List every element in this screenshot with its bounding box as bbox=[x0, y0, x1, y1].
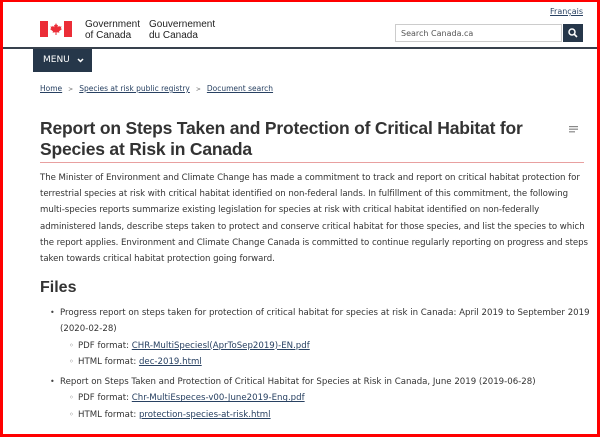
format-item-pdf bbox=[60, 390, 590, 406]
breadcrumb-separator: > bbox=[68, 86, 74, 93]
language-toggle-link[interactable]: Français bbox=[550, 7, 583, 16]
menu-label: MENU bbox=[43, 55, 70, 65]
file-title: Report on Steps Taken and Protection of Critical Habitat for Species at Risk in Canada, June 2019 (2019-06-28) bbox=[60, 377, 536, 388]
html-link[interactable]: dec-2019.html bbox=[138, 356, 202, 367]
signature-en-line2: of Canada bbox=[85, 30, 132, 41]
format-label: HTML format: bbox=[78, 409, 139, 420]
file-item bbox=[0, 374, 590, 423]
signature-fr-line1: Gouvernement bbox=[149, 19, 216, 30]
page-title: Report on Steps Taken and Protection of Critical Habitat for Species at Risk in Canada bbox=[40, 118, 523, 159]
pdf-link[interactable]: Chr-MultiEspeces-v00-June2019-Eng.pdf bbox=[131, 393, 305, 404]
search-button[interactable] bbox=[563, 24, 583, 42]
breadcrumb-species-registry[interactable]: Species at risk public registry bbox=[79, 84, 190, 93]
breadcrumb-separator: > bbox=[195, 86, 201, 93]
breadcrumb-home[interactable]: Home bbox=[40, 84, 63, 93]
search-input[interactable]: Search Canada.ca bbox=[395, 24, 562, 42]
files-heading: Files bbox=[40, 279, 77, 296]
signature-french bbox=[149, 19, 215, 41]
flag-bar-left bbox=[40, 21, 48, 37]
format-item-pdf bbox=[60, 338, 590, 354]
chevron-down-icon bbox=[77, 58, 84, 63]
files-list bbox=[0, 305, 590, 423]
file-item bbox=[0, 305, 590, 370]
file-formats bbox=[60, 338, 590, 371]
intro-paragraph: The Minister of Environment and Climate Change has made a commitment to track and report on critical habitat protection for terrestrial species at risk with critical habitat identified on non-federal lands. In fulfillment of this commitment, the following multi-species reports summarize existing legislation for species at risk with critical habitat identified on non-federally administered lands, describe steps taken to protect and conserve critical habitat for those species, and list the species to which the report applies. Environment and Climate Change Canada is committed to continue regularly reporting on progress and steps taken towards critical habitat protection going forward. bbox=[40, 173, 588, 265]
file-title: Progress report on steps taken for protection of critical habitat for species at risk in Canada: April 2019 to September 2019 (2020-02-28) bbox=[60, 308, 590, 335]
canada-flag-logo[interactable] bbox=[40, 21, 72, 37]
file-formats bbox=[60, 390, 590, 423]
pdf-link[interactable]: CHR-MultiSpeciesl(AprToSep2019)-EN.pdf bbox=[131, 340, 310, 351]
site-header bbox=[0, 0, 600, 49]
signature-fr-line2: du Canada bbox=[149, 30, 198, 41]
format-label: HTML format: bbox=[78, 356, 139, 367]
breadcrumb-document-search[interactable]: Document search bbox=[206, 84, 274, 93]
menu-button[interactable] bbox=[33, 49, 92, 72]
format-item-html bbox=[60, 407, 590, 423]
flag-bar-right bbox=[64, 21, 72, 37]
signature-english bbox=[85, 19, 140, 41]
breadcrumb bbox=[40, 84, 273, 93]
table-of-contents-icon[interactable] bbox=[569, 126, 578, 133]
format-item-html bbox=[60, 354, 590, 370]
format-label: PDF format: bbox=[78, 393, 132, 404]
title-underline bbox=[40, 162, 584, 163]
signature-en-line1: Government bbox=[85, 19, 141, 30]
maple-leaf-icon bbox=[50, 23, 62, 35]
html-link[interactable]: protection-species-at-risk.html bbox=[138, 409, 271, 420]
format-label: PDF format: bbox=[78, 340, 132, 351]
search-icon bbox=[568, 28, 578, 38]
